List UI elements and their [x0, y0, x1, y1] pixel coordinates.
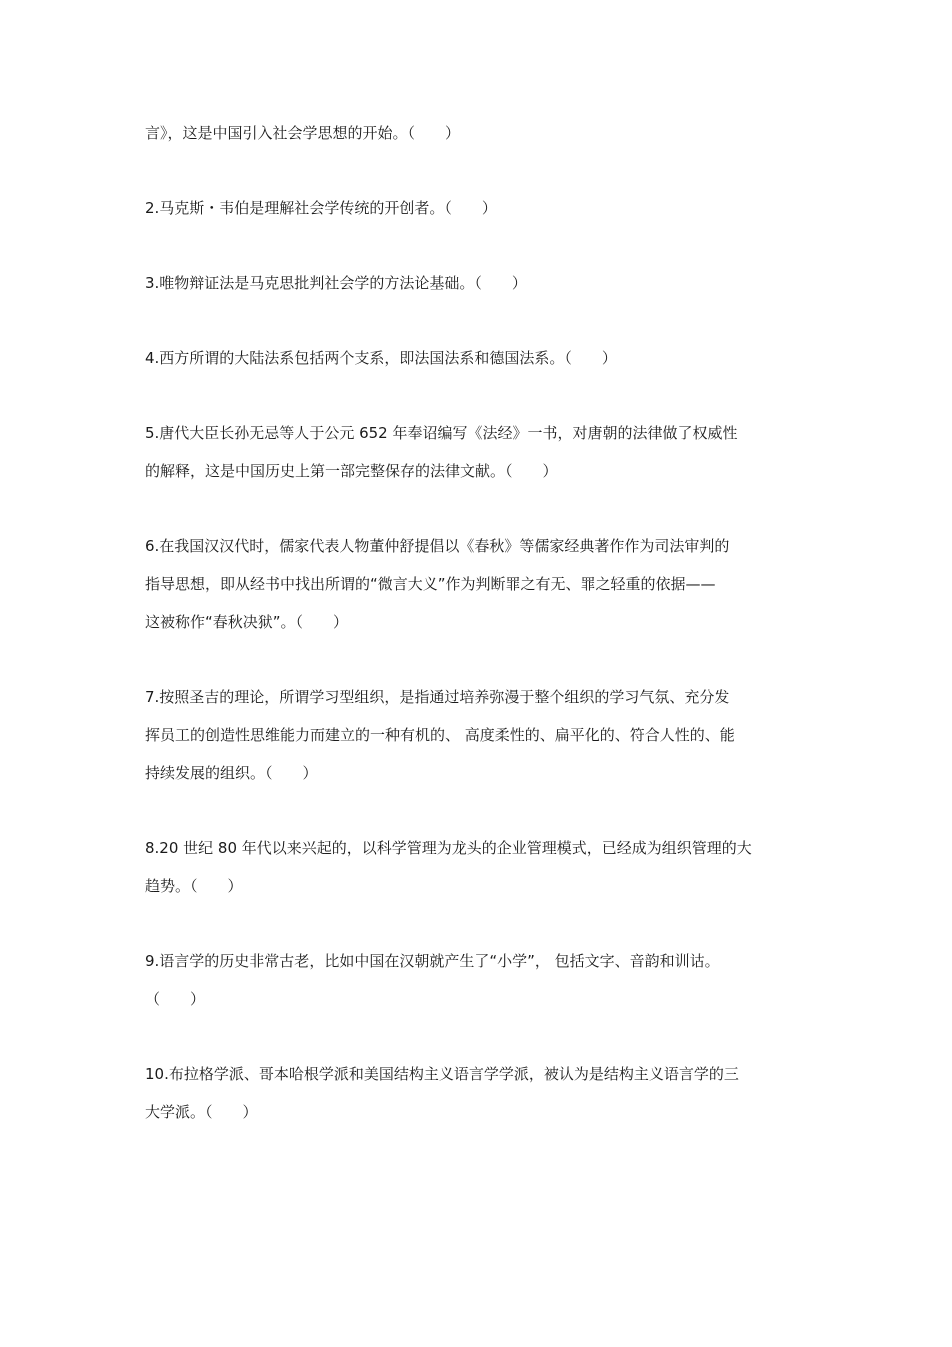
- question-text-line: 4.西方所谓的大陆法系包括两个支系，即法国法系和德国法系。（ ）: [145, 349, 617, 367]
- question-6: [145, 527, 817, 641]
- question-7: [145, 678, 817, 792]
- question-text-line: 10.布拉格学派、哥本哈根学派和美国结构主义语言学学派，被认为是结构主义语言学的三: [145, 1065, 739, 1083]
- question-text-line: 这被称作“春秋决狱”。（ ）: [145, 613, 349, 631]
- question-text-line: 5.唐代大臣长孙无忌等人于公元 652 年奉诏编写《法经》一书，对唐朝的法律做了权威性: [145, 424, 738, 442]
- question-4: [145, 339, 817, 377]
- question-text-line: 言》，这是中国引入社会学思想的开始。（ ）: [145, 124, 461, 142]
- question-10: [145, 1055, 817, 1131]
- question-text-line: 7.按照圣吉的理论，所谓学习型组织，是指通过培养弥漫于整个组织的学习气氛、充分发: [145, 688, 730, 706]
- question-1-continued: [145, 114, 817, 152]
- question-text-line: 的解释，这是中国历史上第一部完整保存的法律文献。（ ）: [145, 462, 558, 480]
- question-9: [145, 942, 817, 1018]
- question-text-line: （ ）: [145, 990, 206, 1008]
- question-5: [145, 414, 817, 490]
- question-text-line: 趋势。（ ）: [145, 877, 243, 895]
- question-text-line: 8.20 世纪 80 年代以来兴起的，以科学管理为龙头的企业管理模式，已经成为组织管理的大: [145, 839, 752, 857]
- question-text-line: 6.在我国汉汉代时，儒家代表人物董仲舒提倡以《春秋》等儒家经典著作作为司法审判的: [145, 537, 730, 555]
- question-text-line: 持续发展的组织。（ ）: [145, 764, 318, 782]
- question-list: [145, 114, 817, 1131]
- question-text-line: 指导思想，即从经书中找出所谓的“微言大义”作为判断罪之有无、罪之轻重的依据——: [145, 575, 716, 593]
- question-text-line: 大学派。（ ）: [145, 1103, 258, 1121]
- question-text-line: 3.唯物辩证法是马克思批判社会学的方法论基础。（ ）: [145, 274, 527, 292]
- question-2: [145, 189, 817, 227]
- question-8: [145, 829, 817, 905]
- question-3: [145, 264, 817, 302]
- question-text-line: 2.马克斯・韦伯是理解社会学传统的开创者。（ ）: [145, 199, 497, 217]
- question-text-line: 挥员工的创造性思维能力而建立的一种有机的、 高度柔性的、扁平化的、符合人性的、能: [145, 726, 735, 744]
- question-text-line: 9.语言学的历史非常古老，比如中国在汉朝就产生了“小学”， 包括文字、音韵和训诂。: [145, 952, 720, 970]
